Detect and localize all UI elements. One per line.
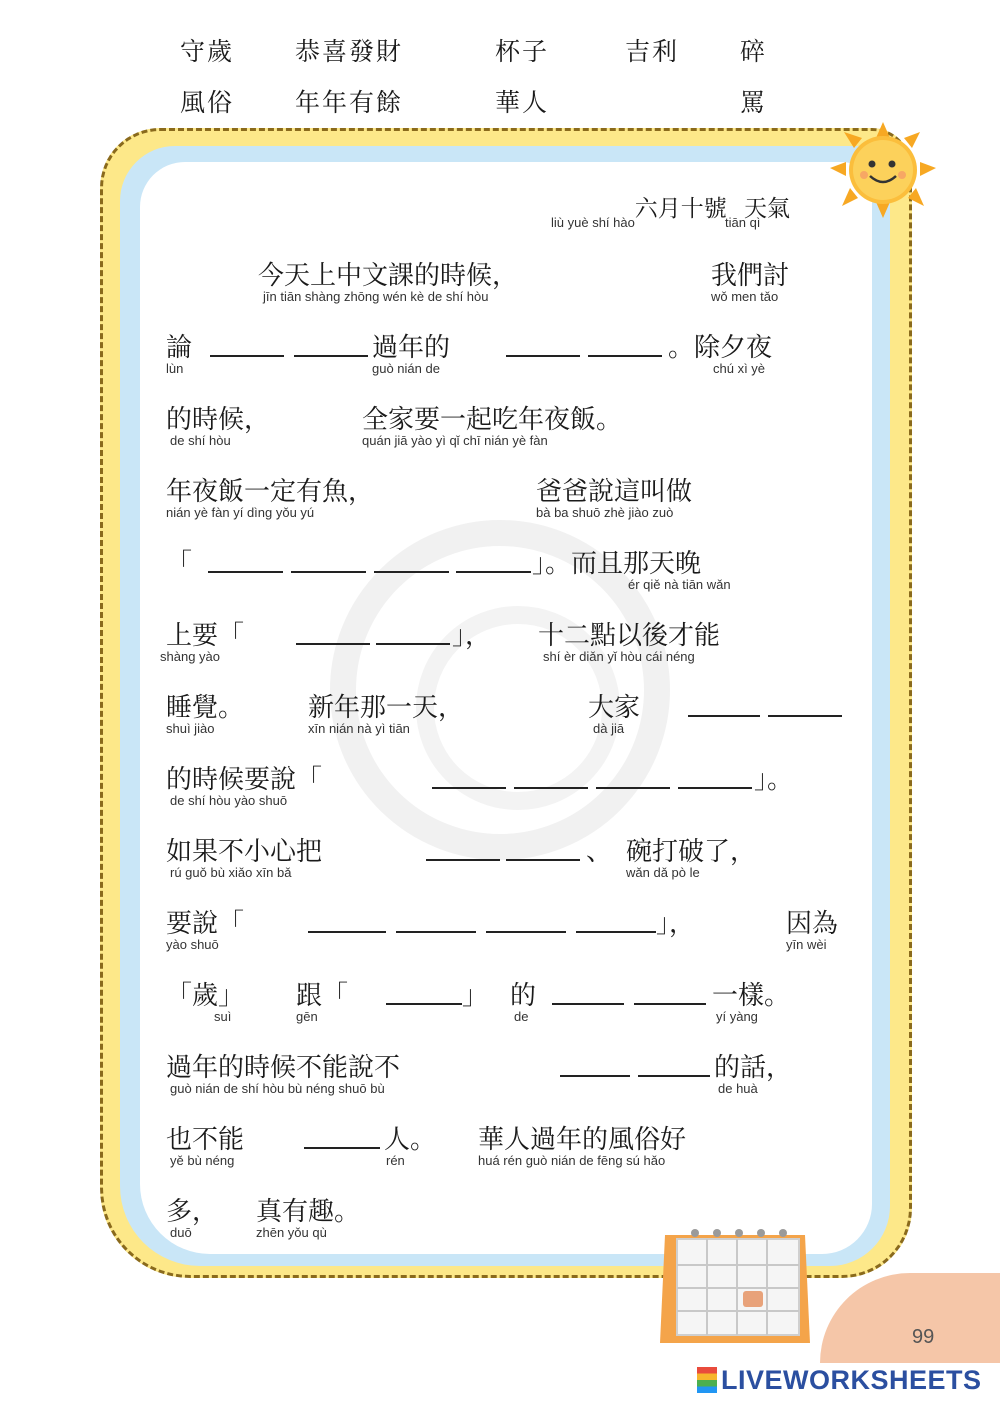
date-label: 六月十號 xyxy=(634,196,727,222)
passage-text: 」 xyxy=(462,981,489,1011)
passage-line-5 xyxy=(166,543,846,603)
calendar-icon xyxy=(655,1225,815,1350)
answer-blank[interactable] xyxy=(296,643,370,645)
answer-blank[interactable] xyxy=(506,859,580,861)
passage-text: 、 xyxy=(586,837,613,867)
date-pinyin: liù yuè shí hào xyxy=(551,215,635,230)
pinyin-text: shí èr diǎn yǐ hòu cái néng xyxy=(543,649,695,664)
word-bank-word: 碎 xyxy=(740,37,768,66)
pinyin-text: gēn xyxy=(296,1009,318,1024)
pinyin-text: jīn tiān shàng zhōng wén kè de shí hòu xyxy=(263,289,489,304)
pinyin-text: zhēn yǒu qù xyxy=(256,1225,327,1240)
passage-text: 」， xyxy=(656,909,696,939)
passage-text: 的 xyxy=(510,981,537,1011)
passage-line-8 xyxy=(166,759,846,819)
page-number: 99 xyxy=(912,1326,935,1348)
answer-blank[interactable] xyxy=(432,787,506,789)
answer-blank[interactable] xyxy=(426,859,500,861)
passage-text: 」。而且那天晚 xyxy=(532,549,702,579)
passage-text: 碗打破了， xyxy=(626,837,757,867)
pinyin-text: ér qiě nà tiān wǎn xyxy=(628,577,731,592)
pinyin-text: de shí hòu xyxy=(170,433,231,448)
pinyin-text: guò nián de shí hòu bù néng shuō bù xyxy=(170,1081,385,1096)
passage-line-1 xyxy=(166,255,846,315)
passage-text: 跟「 xyxy=(296,981,349,1011)
pinyin-text: rén xyxy=(386,1153,405,1168)
passage-text: 睡覺。 xyxy=(166,693,245,723)
pinyin-text: rú guǒ bù xiǎo xīn bǎ xyxy=(170,865,292,880)
pinyin-text: lùn xyxy=(166,361,184,376)
logo-text: LIVEWORKSHEETS xyxy=(721,1365,982,1395)
pinyin-text: xīn nián nà yì tiān xyxy=(308,721,410,736)
pinyin-text: de xyxy=(514,1009,529,1024)
pinyin-text: de huà xyxy=(718,1081,758,1096)
answer-blank[interactable] xyxy=(768,715,842,717)
word-bank-word: 罵 xyxy=(740,88,768,117)
answer-blank[interactable] xyxy=(374,571,449,573)
pinyin-text: yí yàng xyxy=(716,1009,758,1024)
pinyin-text: wǒ men tǎo xyxy=(711,289,779,304)
word-bank-row-1 xyxy=(180,32,800,66)
passage-text: 也不能 xyxy=(166,1125,245,1155)
answer-blank[interactable] xyxy=(514,787,588,789)
answer-blank[interactable] xyxy=(486,931,566,933)
pinyin-text: wǎn dǎ pò le xyxy=(626,865,700,880)
passage-text: 今天上中文課的時候， xyxy=(258,261,519,291)
passage-text: 過年的 xyxy=(372,333,451,363)
passage-text: 如果不小心把 xyxy=(166,837,323,867)
word-bank-word: 吉利 xyxy=(625,37,680,66)
weather-pinyin: tiān qì xyxy=(725,215,761,230)
word-bank-word: 年年有餘 xyxy=(295,88,404,117)
answer-blank[interactable] xyxy=(386,1003,462,1005)
pinyin-text: guò nián de xyxy=(372,361,440,376)
passage-text: 過年的時候不能說不 xyxy=(166,1053,401,1083)
word-bank-word: 風俗 xyxy=(180,88,235,117)
passage-text: 全家要一起吃年夜飯。 xyxy=(362,405,623,435)
passage-text: 「歲」 xyxy=(166,981,245,1011)
word-bank-row-2 xyxy=(180,83,800,117)
pinyin-text: duō xyxy=(170,1225,192,1240)
passage-text: 真有趣。 xyxy=(256,1197,361,1227)
passage-text: 的時候， xyxy=(166,405,271,435)
answer-blank[interactable] xyxy=(210,355,284,357)
pinyin-text: yào shuō xyxy=(166,937,219,952)
answer-blank[interactable] xyxy=(376,643,450,645)
answer-blank[interactable] xyxy=(634,1003,706,1005)
passage-text: 人。 xyxy=(384,1125,437,1155)
answer-blank[interactable] xyxy=(588,355,662,357)
pinyin-text: quán jiā yào yì qǐ chī nián yè fàn xyxy=(362,433,548,448)
answer-blank[interactable] xyxy=(552,1003,624,1005)
passage-text: 要說「 xyxy=(166,909,245,939)
pinyin-text: shuì jiào xyxy=(166,721,215,736)
passage-line-12 xyxy=(166,1047,846,1107)
sun-icon xyxy=(828,120,938,220)
passage-line-10 xyxy=(166,903,846,963)
answer-blank[interactable] xyxy=(638,1075,710,1077)
passage-line-11 xyxy=(166,975,846,1035)
pinyin-text: dà jiā xyxy=(593,721,625,736)
passage-line-4 xyxy=(166,471,846,531)
passage-text: 」。 xyxy=(754,765,794,795)
pinyin-text: shàng yào xyxy=(160,649,220,664)
passage-text: 華人過年的風俗好 xyxy=(478,1125,687,1155)
pinyin-text: nián yè fàn yí dìng yǒu yú xyxy=(166,505,315,520)
passage-line-13 xyxy=(166,1119,846,1179)
pinyin-text: de shí hòu yào shuō xyxy=(170,793,288,808)
word-bank-word: 恭喜發財 xyxy=(295,37,404,66)
liveworksheets-logo xyxy=(697,1365,982,1396)
weather-label: 天氣 xyxy=(744,196,790,222)
passage-line-7 xyxy=(166,687,846,747)
answer-blank[interactable] xyxy=(456,571,531,573)
answer-blank[interactable] xyxy=(294,355,368,357)
answer-blank[interactable] xyxy=(208,571,283,573)
answer-blank[interactable] xyxy=(308,931,386,933)
passage-text: 」， xyxy=(452,621,492,651)
pinyin-text: yě bù néng xyxy=(170,1153,235,1168)
passage-text: 年夜飯一定有魚， xyxy=(166,477,375,507)
pinyin-text: huá rén guò nián de fēng sú hǎo xyxy=(478,1153,666,1168)
answer-blank[interactable] xyxy=(596,787,670,789)
pinyin-text: bà ba shuō zhè jiào zuò xyxy=(536,505,674,520)
answer-blank[interactable] xyxy=(688,715,760,717)
pinyin-text: yīn wèi xyxy=(786,937,827,952)
passage-text: 。除夕夜 xyxy=(668,333,773,363)
passage-text: 上要「 xyxy=(166,621,245,651)
passage-text: 論 xyxy=(166,333,193,363)
page-corner-decoration xyxy=(820,1273,1000,1363)
passage-text: 我們討 xyxy=(711,261,790,291)
pinyin-text: chú xì yè xyxy=(713,361,766,376)
passage-line-6 xyxy=(160,615,846,675)
passage-text: 的時候要說「 xyxy=(166,765,323,795)
passage-text: 多， xyxy=(166,1197,219,1227)
passage-text: 「 xyxy=(166,549,193,579)
passage-line-2 xyxy=(166,327,846,387)
date-weather-line xyxy=(625,190,790,223)
word-bank-word: 華人 xyxy=(495,88,550,117)
passage-text: 十二點以後才能 xyxy=(538,621,721,651)
answer-blank[interactable] xyxy=(576,931,656,933)
answer-blank[interactable] xyxy=(291,571,366,573)
passage-text: 的話， xyxy=(714,1053,793,1083)
pinyin-text: suì xyxy=(214,1009,232,1024)
logo-mark-icon xyxy=(697,1367,717,1393)
passage-line-3 xyxy=(166,399,846,459)
passage-text: 因為 xyxy=(786,909,839,939)
passage-text: 新年那一天， xyxy=(308,693,465,723)
passage-line-9 xyxy=(166,831,846,891)
answer-blank[interactable] xyxy=(506,355,580,357)
answer-blank[interactable] xyxy=(678,787,752,789)
answer-blank[interactable] xyxy=(396,931,476,933)
word-bank-word: 杯子 xyxy=(495,37,550,66)
passage-text: 大家 xyxy=(588,693,641,723)
passage-text: 一樣。 xyxy=(712,981,791,1011)
answer-blank[interactable] xyxy=(560,1075,630,1077)
passage-text: 爸爸說這叫做 xyxy=(536,477,693,507)
word-bank-word: 守歲 xyxy=(180,37,235,66)
answer-blank[interactable] xyxy=(304,1147,380,1149)
